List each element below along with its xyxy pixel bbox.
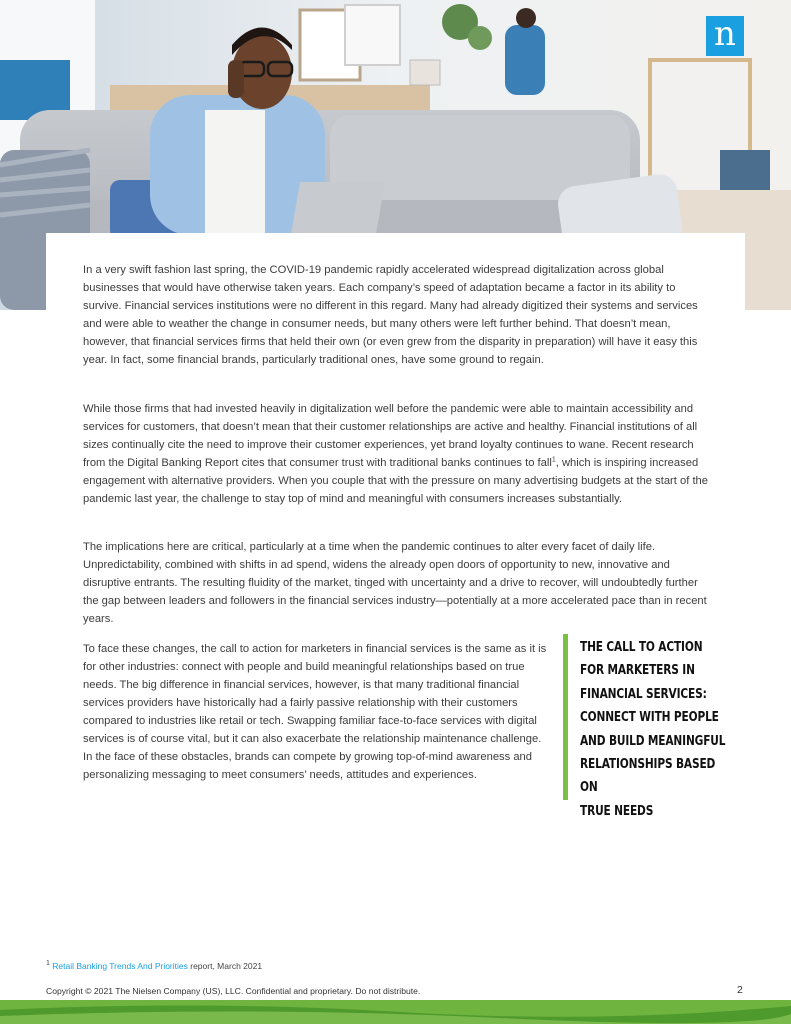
pull-quote-line: AND BUILD MEANINGFUL: [580, 732, 726, 749]
paragraph-digitalization: [83, 400, 713, 508]
pull-quote-line: RELATIONSHIPS BASED ON: [580, 756, 716, 796]
footnote-link[interactable]: Retail Banking Trends And Priorities: [52, 961, 188, 971]
pull-quote-line: TRUE NEEDS: [580, 802, 654, 819]
page-number: 2: [737, 984, 743, 996]
footnote-reference[interactable]: 1: [551, 456, 556, 464]
footer-green-band: [0, 1000, 791, 1024]
paragraph-digitalization-start: While those firms that had invested heavily in digitalization well before the pandemic were able to maintain accessibility and services for customers, that doesn’t mean that their customer relationships are active and healthy. Financial institutions of all sizes continually cite the need to improve their customer experiences, yet brand loyalty continues to wane. Recent research from the Digital Banking Report cites that consumer trust with traditional banks continues to fall: [83, 403, 698, 469]
green-band-graphic: [0, 1000, 791, 1024]
pull-quote-line: FOR MARKETERS IN: [580, 662, 695, 679]
pull-quote-line: FINANCIAL SERVICES:: [580, 685, 707, 702]
pull-quote-text: [580, 636, 736, 823]
footnote: [46, 961, 262, 971]
paragraph-implications: The implications here are critical, particularly at a time when the pandemic continues to alter every facet of daily life. Unpredictability, combined with shifts in ad spend, widens the already open doors of opportunity to new, innovative and disruptive entrants. The resulting fluidity of the market, tinged with uncertainty and a drive to recover, will undoubtedly further the gap between leaders and followers in the financial services industry—potentially at a more accelerated pace than in recent years.: [83, 541, 707, 625]
footnote-rest: report, March 2021: [187, 961, 263, 971]
pull-quote-line: CONNECT WITH PEOPLE: [580, 709, 719, 726]
pull-quote-line: THE CALL TO ACTION: [580, 639, 703, 655]
pull-quote: [563, 634, 733, 819]
nielsen-logo: n: [706, 16, 744, 56]
copyright-notice: Copyright © 2021 The Nielsen Company (US), LLC. Confidential and proprietary. Do not distribute.: [46, 986, 421, 996]
paragraph-intro: In a very swift fashion last spring, the COVID-19 pandemic rapidly accelerated widespread digitalization across global businesses that would have otherwise taken years. Each company’s speed of adaptation became a factor in its ability to survive. Financial services institutions were no different in this regard. Many had already digitized their systems and services and were able to weather the change in consumer needs, but many others were left further behind. That doesn’t mean, however, that financial services firms that held their own (or even grew from the disparity in preparation) will have it easy this year. In fact, some financial brands, particularly traditional ones, have some ground to regain.: [83, 264, 698, 366]
paragraph-digitalization-end: , which is inspiring increased engagement with alternative providers. When you couple that with the pressure on many advertising budgets at the start of the pandemic last year, the challenge to stay top of mind and meaningful with consumers increases substantially.: [83, 457, 708, 505]
paragraph-call-to-action: To face these changes, the call to action for marketers in financial services is the same as it is for other industries: connect with people and build meaningful relationships based on true needs. The big difference in financial services, however, is that many traditional financial services providers have historically had a fairly passive relationship with their customers compared to industries like retail or tech. Swapping familiar face-to-face services with digital services is of course vital, but it can also exacerbate the relationship maintenance challenge. In the face of these obstacles, brands can compete by growing top-of-mind awareness and personalizing messaging to meet consumers’ needs, attitudes and experiences.: [83, 643, 547, 781]
footnote-marker: 1: [46, 960, 50, 968]
